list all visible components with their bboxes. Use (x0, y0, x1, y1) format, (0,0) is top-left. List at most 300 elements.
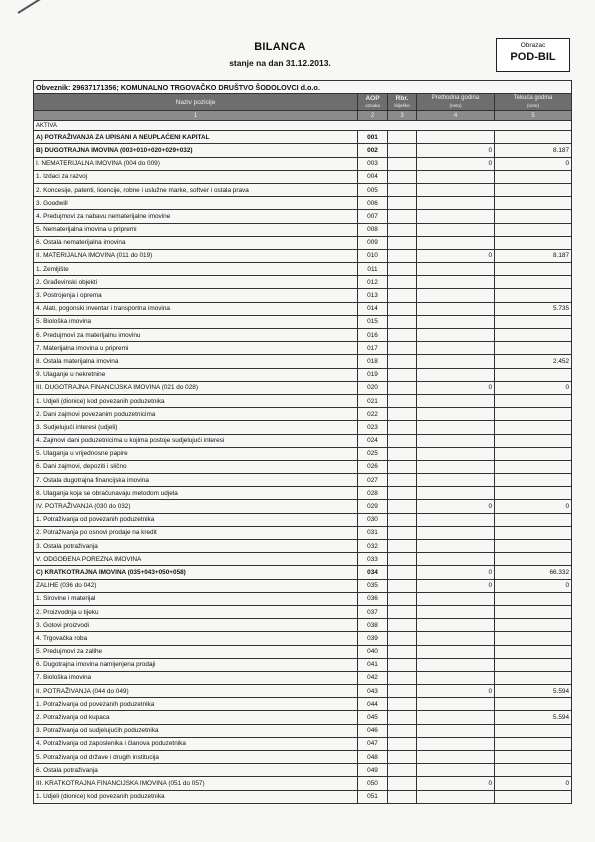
row-label: 2. Dani zajmovi povezanim poduzetnicima (34, 408, 358, 421)
obveznik-line: Obveznik: 29637171356; KOMUNALNO TRGOVAČKO DRUŠTVO ŠODOLOVCI d.o.o. (34, 81, 572, 94)
table-row (34, 685, 572, 698)
row-label: 4. Potraživanja od zaposlenika i članova poduzetnika (34, 737, 358, 750)
table-row (34, 289, 572, 302)
row-prev-value (417, 605, 495, 618)
row-curr-value: 0 (495, 157, 572, 170)
row-label: 7. Biološka imovina (34, 671, 358, 684)
row-curr-value (495, 276, 572, 289)
table-row (34, 592, 572, 605)
header-row (34, 94, 572, 111)
table-row (34, 500, 572, 513)
form-label: Obrazac (520, 42, 546, 49)
row-note (388, 711, 417, 724)
row-note (388, 605, 417, 618)
row-curr-value (495, 394, 572, 407)
row-note (388, 553, 417, 566)
row-note (388, 724, 417, 737)
table-row (34, 421, 572, 434)
row-aop: 028 (358, 487, 388, 500)
row-note (388, 671, 417, 684)
row-prev-value (417, 223, 495, 236)
row-note (388, 777, 417, 790)
row-note (388, 764, 417, 777)
table-row (34, 342, 572, 355)
row-curr-value (495, 131, 572, 144)
row-prev-value (417, 447, 495, 460)
balance-table (33, 80, 572, 804)
row-curr-value: 5.594 (495, 685, 572, 698)
table-row (34, 381, 572, 394)
table-row (34, 144, 572, 157)
row-label: V. ODGOĐENA POREZNA IMOVINA (34, 553, 358, 566)
col-header-aop: AOP oznaka (358, 94, 388, 111)
row-aop: 050 (358, 777, 388, 790)
row-label: I. NEMATERIJALNA IMOVINA (004 do 009) (34, 157, 358, 170)
row-aop: 046 (358, 724, 388, 737)
row-note (388, 474, 417, 487)
row-label: 4. Zajmovi dani poduzetnicima u kojima postoje sudjelujući interesi (34, 434, 358, 447)
table-row (34, 394, 572, 407)
row-aop: 039 (358, 632, 388, 645)
row-label: 4. Trgovačka roba (34, 632, 358, 645)
row-label: 1. Potraživanja od povezanih poduzetnika (34, 513, 358, 526)
row-aop: 038 (358, 619, 388, 632)
row-note (388, 131, 417, 144)
table-row (34, 434, 572, 447)
row-curr-value (495, 263, 572, 276)
row-label: 1. Izdaci za razvoj (34, 170, 358, 183)
row-aop: 006 (358, 197, 388, 210)
row-aop: 036 (358, 592, 388, 605)
section-row (34, 121, 572, 131)
row-label: III. KRATKOTRAJNA FINANCIJSKA IMOVINA (051 do 057) (34, 777, 358, 790)
row-note (388, 408, 417, 421)
row-label: C) KRATKOTRAJNA IMOVINA (035+043+050+058) (34, 566, 358, 579)
row-aop: 033 (358, 553, 388, 566)
row-prev-value (417, 368, 495, 381)
row-aop: 015 (358, 315, 388, 328)
row-prev-value (417, 790, 495, 803)
row-label: 6. Dani zajmovi, depoziti i slično (34, 460, 358, 473)
table-row (34, 302, 572, 315)
row-label: ZALIHE (036 do 042) (34, 579, 358, 592)
row-aop: 023 (358, 421, 388, 434)
table-row (34, 210, 572, 223)
row-label: 5. Nematerijalna imovina u pripremi (34, 223, 358, 236)
row-note (388, 632, 417, 645)
row-curr-value (495, 553, 572, 566)
row-label: 2. Koncesije, patenti, licencije, robne i uslužne marke, softver i ostala prava (34, 183, 358, 196)
row-curr-value (495, 764, 572, 777)
table-row (34, 579, 572, 592)
row-prev-value (417, 487, 495, 500)
table-row (34, 249, 572, 262)
row-label: 9. Ulaganje u nekretnine (34, 368, 358, 381)
row-note (388, 144, 417, 157)
table-row (34, 131, 572, 144)
row-aop: 029 (358, 500, 388, 513)
col-number-4: 4 (417, 111, 495, 121)
row-prev-value (417, 553, 495, 566)
row-label: 5. Ulaganja u vrijednosne papire (34, 447, 358, 460)
row-prev-value (417, 302, 495, 315)
form-code: POD-BIL (510, 51, 556, 63)
row-prev-value (417, 513, 495, 526)
table-row (34, 724, 572, 737)
row-prev-value (417, 170, 495, 183)
row-curr-value: 0 (495, 381, 572, 394)
table-row (34, 197, 572, 210)
row-prev-value (417, 394, 495, 407)
row-prev-value (417, 276, 495, 289)
row-prev-value (417, 263, 495, 276)
table-row (34, 447, 572, 460)
col-header-biljeska: Rbr. bilješke (388, 94, 417, 111)
row-curr-value (495, 487, 572, 500)
row-note (388, 540, 417, 553)
table-row (34, 605, 572, 618)
row-prev-value: 0 (417, 566, 495, 579)
row-note (388, 249, 417, 262)
row-label: 3. Gotovi proizvodi (34, 619, 358, 632)
row-prev-value (417, 236, 495, 249)
row-curr-value (495, 447, 572, 460)
row-note (388, 579, 417, 592)
doc-subtitle: stanje na dan 31.12.2013. (229, 58, 331, 68)
row-curr-value (495, 751, 572, 764)
row-label: III. DUGOTRAJNA FINANCIJSKA IMOVINA (021 do 028) (34, 381, 358, 394)
row-curr-value (495, 197, 572, 210)
row-prev-value (417, 408, 495, 421)
row-prev-value (417, 210, 495, 223)
row-aop: 005 (358, 183, 388, 196)
row-curr-value (495, 526, 572, 539)
table-row (34, 368, 572, 381)
table-row (34, 737, 572, 750)
row-curr-value (495, 236, 572, 249)
row-curr-value: 8.187 (495, 144, 572, 157)
row-aop: 026 (358, 460, 388, 473)
row-curr-value: 5.735 (495, 302, 572, 315)
table-row (34, 698, 572, 711)
row-curr-value (495, 289, 572, 302)
row-aop: 024 (358, 434, 388, 447)
row-note (388, 421, 417, 434)
row-label: 4. Alati, pogonski inventar i transportna imovina (34, 302, 358, 315)
row-label: 5. Biološka imovina (34, 315, 358, 328)
row-aop: 041 (358, 658, 388, 671)
row-aop: 030 (358, 513, 388, 526)
table-row (34, 276, 572, 289)
row-prev-value (417, 474, 495, 487)
row-note (388, 289, 417, 302)
row-label: IV. POTRAŽIVANJA (030 do 032) (34, 500, 358, 513)
row-prev-value (417, 619, 495, 632)
row-curr-value (495, 605, 572, 618)
row-prev-value (417, 329, 495, 342)
row-aop: 045 (358, 711, 388, 724)
table-row (34, 658, 572, 671)
row-aop: 027 (358, 474, 388, 487)
row-label: 3. Ostala potraživanja (34, 540, 358, 553)
row-prev-value (417, 434, 495, 447)
row-note (388, 342, 417, 355)
row-prev-value (417, 183, 495, 196)
row-prev-value (417, 131, 495, 144)
table-row (34, 487, 572, 500)
row-curr-value (495, 342, 572, 355)
row-note (388, 698, 417, 711)
row-aop: 010 (358, 249, 388, 262)
table-row (34, 474, 572, 487)
row-aop: 021 (358, 394, 388, 407)
col-number-2: 2 (358, 111, 388, 121)
row-note (388, 381, 417, 394)
row-prev-value (417, 645, 495, 658)
row-prev-value (417, 698, 495, 711)
row-aop: 014 (358, 302, 388, 315)
row-note (388, 645, 417, 658)
row-prev-value: 0 (417, 249, 495, 262)
row-prev-value (417, 658, 495, 671)
row-label: II. POTRAŽIVANJA (044 do 049) (34, 685, 358, 698)
row-label: 2. Potraživanja od kupaca (34, 711, 358, 724)
row-prev-value (417, 526, 495, 539)
row-label: 1. Potraživanja od povezanih poduzetnika (34, 698, 358, 711)
table-row (34, 236, 572, 249)
row-curr-value: 0 (495, 579, 572, 592)
col-number-3: 3 (388, 111, 417, 121)
row-label: 6. Ostala nematerijalna imovina (34, 236, 358, 249)
row-curr-value (495, 183, 572, 196)
row-label: 6. Predujmovi za materijalnu imovinu (34, 329, 358, 342)
table-row (34, 263, 572, 276)
row-aop: 042 (358, 671, 388, 684)
row-note (388, 658, 417, 671)
row-aop: 031 (358, 526, 388, 539)
col-header-naziv: Naziv pozicije (34, 94, 358, 111)
row-curr-value (495, 223, 572, 236)
row-prev-value: 0 (417, 157, 495, 170)
row-aop: 007 (358, 210, 388, 223)
table-row (34, 223, 572, 236)
row-prev-value: 0 (417, 500, 495, 513)
table-row (34, 619, 572, 632)
table-row (34, 540, 572, 553)
row-note (388, 236, 417, 249)
row-note (388, 183, 417, 196)
row-aop: 044 (358, 698, 388, 711)
row-prev-value (417, 315, 495, 328)
table-row (34, 645, 572, 658)
row-curr-value (495, 645, 572, 658)
row-label: B) DUGOTRAJNA IMOVINA (003+010+020+029+032) (34, 144, 358, 157)
row-aop: 002 (358, 144, 388, 157)
row-aop: 020 (358, 381, 388, 394)
row-note (388, 790, 417, 803)
row-curr-value (495, 619, 572, 632)
row-label: 1. Sirovine i materijal (34, 592, 358, 605)
row-label: 6. Ostala potraživanja (34, 764, 358, 777)
row-label: 7. Ostala dugotrajna financijska imovina (34, 474, 358, 487)
table-row (34, 513, 572, 526)
row-curr-value (495, 210, 572, 223)
row-prev-value (417, 460, 495, 473)
table-row (34, 553, 572, 566)
row-curr-value (495, 421, 572, 434)
pen-mark (17, 0, 47, 14)
row-aop: 001 (358, 131, 388, 144)
row-note (388, 434, 417, 447)
row-note (388, 394, 417, 407)
row-label: 3. Postrojenja i oprema (34, 289, 358, 302)
row-aop: 032 (358, 540, 388, 553)
form-code-box (496, 38, 570, 72)
table-row (34, 790, 572, 803)
table-row (34, 460, 572, 473)
row-label: 2. Potraživanja po osnovi prodaje na kredit (34, 526, 358, 539)
row-note (388, 460, 417, 473)
table-row (34, 183, 572, 196)
row-note (388, 170, 417, 183)
row-prev-value (417, 751, 495, 764)
row-note (388, 355, 417, 368)
row-curr-value: 5.594 (495, 711, 572, 724)
row-aop: 013 (358, 289, 388, 302)
row-label: 1. Zemljište (34, 263, 358, 276)
row-curr-value (495, 329, 572, 342)
row-curr-value (495, 724, 572, 737)
row-curr-value (495, 540, 572, 553)
row-curr-value: 0 (495, 777, 572, 790)
doc-title: BILANCA (254, 41, 306, 53)
table-row (34, 566, 572, 579)
row-prev-value: 0 (417, 777, 495, 790)
row-aop: 018 (358, 355, 388, 368)
row-curr-value (495, 671, 572, 684)
row-note (388, 685, 417, 698)
row-aop: 047 (358, 737, 388, 750)
row-note (388, 276, 417, 289)
table-row (34, 777, 572, 790)
row-label: 3. Goodwill (34, 197, 358, 210)
table-row (34, 671, 572, 684)
row-aop: 011 (358, 263, 388, 276)
row-label: 1. Udjeli (dionice) kod povezanih poduzetnika (34, 394, 358, 407)
col-header-prethodna: Prethodna godina (neto) (417, 94, 495, 111)
row-aop: 034 (358, 566, 388, 579)
row-curr-value (495, 434, 572, 447)
row-aop: 019 (358, 368, 388, 381)
table-row (34, 329, 572, 342)
row-note (388, 526, 417, 539)
table-row (34, 711, 572, 724)
row-curr-value (495, 737, 572, 750)
row-label: 3. Sudjelujući interesi (udjeli) (34, 421, 358, 434)
row-curr-value (495, 170, 572, 183)
row-aop: 012 (358, 276, 388, 289)
row-label: 2. Proizvodnja u tijeku (34, 605, 358, 618)
row-prev-value (417, 632, 495, 645)
row-note (388, 329, 417, 342)
row-curr-value (495, 368, 572, 381)
row-aop: 051 (358, 790, 388, 803)
row-prev-value: 0 (417, 144, 495, 157)
row-aop: 040 (358, 645, 388, 658)
row-prev-value (417, 724, 495, 737)
row-aop: 008 (358, 223, 388, 236)
table-row (34, 170, 572, 183)
row-note (388, 447, 417, 460)
row-label: 4. Predujmovi za nabavu nematerijalne imovine (34, 210, 358, 223)
row-note (388, 619, 417, 632)
row-label: 6. Dugotrajna imovina namijenjena prodaji (34, 658, 358, 671)
row-curr-value (495, 315, 572, 328)
row-prev-value (417, 342, 495, 355)
row-curr-value: 0 (495, 500, 572, 513)
row-prev-value (417, 421, 495, 434)
row-curr-value (495, 408, 572, 421)
row-prev-value (417, 355, 495, 368)
row-curr-value (495, 698, 572, 711)
row-note (388, 566, 417, 579)
row-prev-value: 0 (417, 579, 495, 592)
table-row (34, 751, 572, 764)
row-curr-value (495, 460, 572, 473)
row-aop: 037 (358, 605, 388, 618)
row-note (388, 737, 417, 750)
row-curr-value (495, 592, 572, 605)
row-note (388, 223, 417, 236)
table-row (34, 157, 572, 170)
row-prev-value (417, 671, 495, 684)
row-note (388, 210, 417, 223)
row-note (388, 197, 417, 210)
row-curr-value (495, 474, 572, 487)
row-prev-value (417, 737, 495, 750)
row-curr-value (495, 658, 572, 671)
row-note (388, 751, 417, 764)
row-label: 2. Građevinski objekti (34, 276, 358, 289)
table-row (34, 526, 572, 539)
row-label: II. MATERIJALNA IMOVINA (011 do 019) (34, 249, 358, 262)
row-prev-value (417, 197, 495, 210)
row-aop: 025 (358, 447, 388, 460)
row-label: 5. Predujmovi za zalihe (34, 645, 358, 658)
row-aop: 049 (358, 764, 388, 777)
row-label: A) POTRAŽIVANJA ZA UPISANI A NEUPLAĆENI KAPITAL (34, 131, 358, 144)
row-note (388, 368, 417, 381)
row-note (388, 263, 417, 276)
row-curr-value (495, 790, 572, 803)
row-note (388, 302, 417, 315)
row-prev-value (417, 764, 495, 777)
row-aop: 016 (358, 329, 388, 342)
row-aop: 022 (358, 408, 388, 421)
row-note (388, 592, 417, 605)
row-curr-value (495, 513, 572, 526)
row-note (388, 487, 417, 500)
table-row (34, 764, 572, 777)
table-row (34, 632, 572, 645)
row-label: 8. Ostala materijalna imovina (34, 355, 358, 368)
row-aop: 009 (358, 236, 388, 249)
row-aop: 004 (358, 170, 388, 183)
row-aop: 043 (358, 685, 388, 698)
row-aop: 017 (358, 342, 388, 355)
column-number-row (34, 111, 572, 121)
section-label: AKTIVA (34, 121, 572, 131)
